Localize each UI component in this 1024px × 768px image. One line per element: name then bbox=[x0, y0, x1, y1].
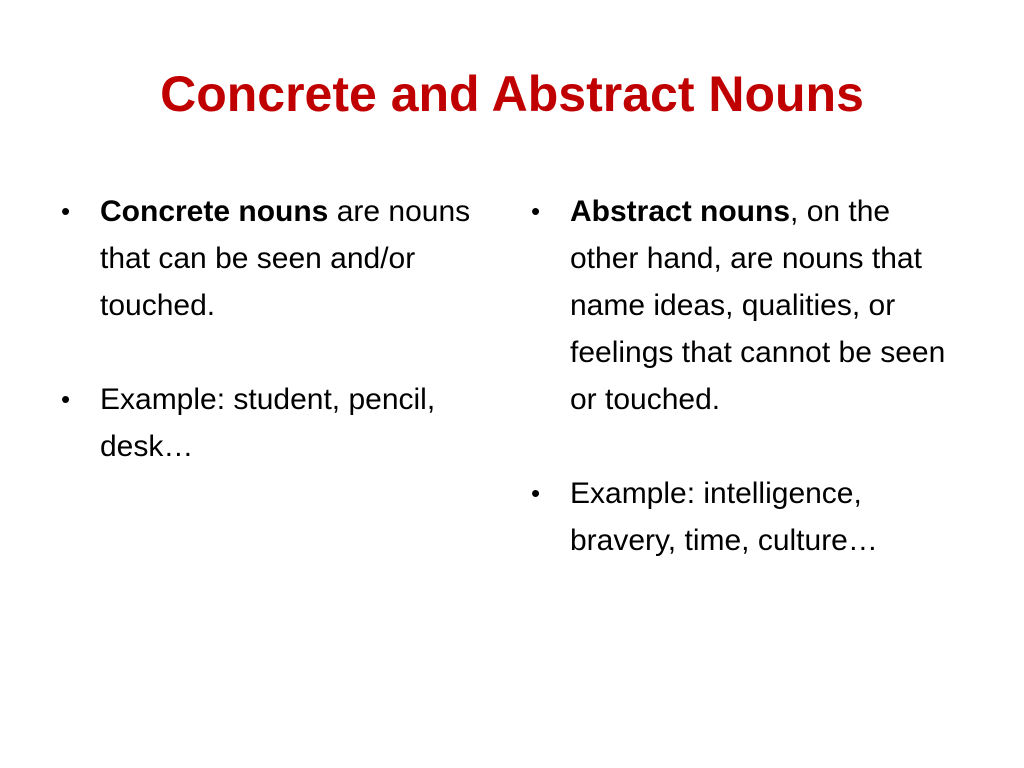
bullet-icon: • bbox=[61, 384, 71, 414]
term-concrete-nouns: Concrete nouns bbox=[100, 195, 329, 228]
example-text: Example: student, pencil, desk… bbox=[100, 383, 436, 463]
bullet-icon: • bbox=[531, 478, 541, 508]
left-column bbox=[55, 188, 485, 470]
bullet-icon: • bbox=[531, 196, 541, 226]
right-column bbox=[525, 188, 955, 564]
left-bullet-list bbox=[55, 188, 485, 470]
bullet-item-concrete-definition bbox=[55, 188, 485, 329]
bullet-item-concrete-example bbox=[55, 376, 485, 470]
example-text: Example: intelligence, bravery, time, culture… bbox=[570, 477, 878, 557]
bullet-item-abstract-example bbox=[525, 470, 955, 564]
slide-title: Concrete and Abstract Nouns bbox=[160, 66, 864, 122]
right-bullet-list bbox=[525, 188, 955, 564]
definition-text: , on the other hand, are nouns that name ideas, qualities, or feelings that cannot be seen or touched. bbox=[570, 195, 946, 416]
definition-text: are nouns that can be seen and/or touched. bbox=[100, 195, 471, 322]
bullet-item-abstract-definition bbox=[525, 188, 955, 423]
term-abstract-nouns: Abstract nouns bbox=[570, 195, 791, 228]
bullet-icon: • bbox=[61, 196, 71, 226]
